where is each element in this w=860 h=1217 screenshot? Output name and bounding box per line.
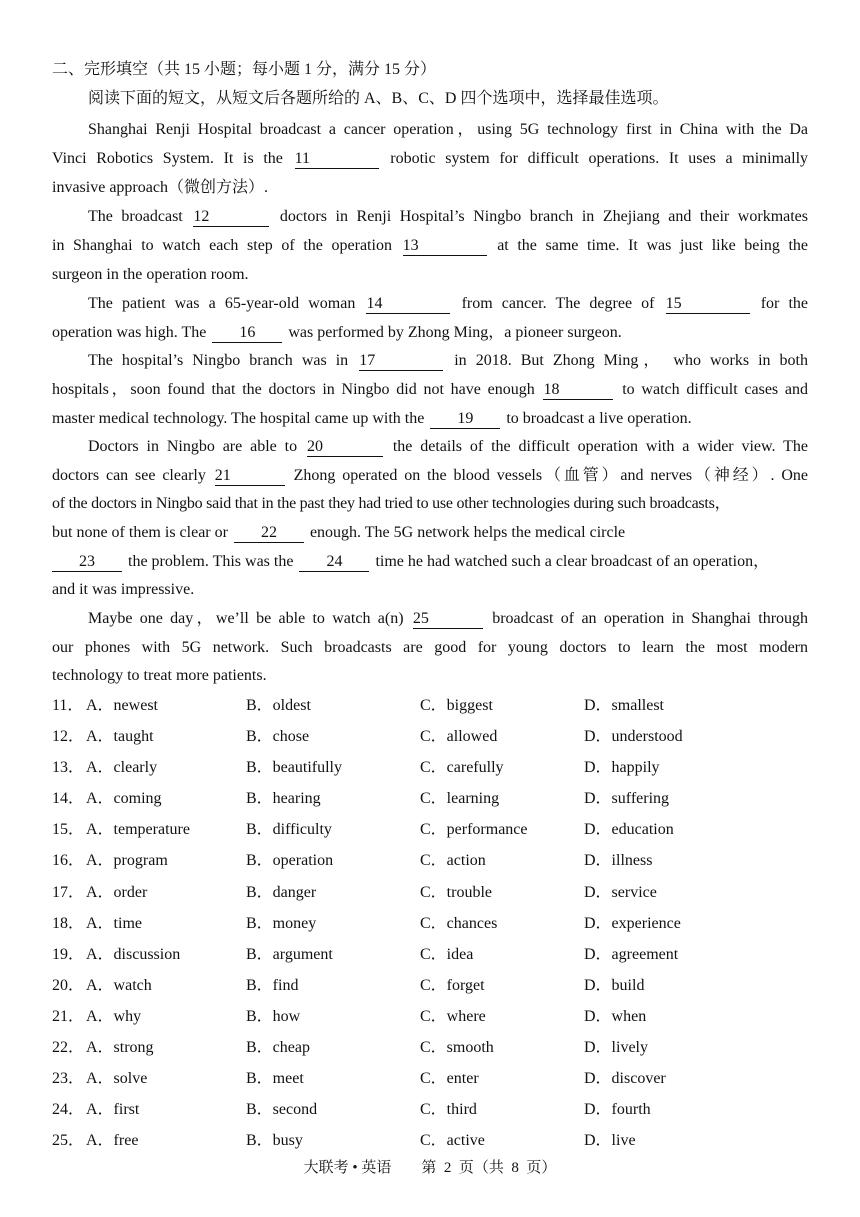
option-a[interactable]: A．free — [86, 1132, 139, 1150]
question-row — [52, 1007, 812, 1038]
option-b[interactable]: B．oldest — [246, 697, 311, 714]
option-a[interactable]: A．watch — [86, 976, 152, 994]
passage-text: The broadcast — [88, 208, 183, 225]
option-a[interactable]: A．taught — [86, 728, 154, 746]
question-row — [52, 1038, 812, 1069]
option-a[interactable]: A．discussion — [86, 945, 181, 963]
passage-line — [88, 609, 808, 629]
passage-line — [52, 638, 808, 658]
passage-line — [52, 265, 808, 285]
option-c[interactable]: C．smooth — [420, 1039, 494, 1057]
option-d[interactable]: D．happily — [584, 759, 660, 777]
question-number: 11． — [52, 697, 84, 714]
option-b[interactable]: B．busy — [246, 1132, 303, 1150]
passage-text: at the same time. It was just like being the — [497, 237, 809, 254]
passage-text: in Shanghai to watch each step of the operation — [52, 237, 392, 254]
passage-text: invasive approach（微创方法）. — [52, 179, 268, 196]
option-b[interactable]: B．argument — [246, 945, 333, 963]
passage-text: doctors can see clearly — [52, 467, 206, 484]
question-number: 19． — [52, 945, 85, 963]
question-number: 22． — [52, 1039, 85, 1057]
question-number: 16． — [52, 852, 85, 870]
option-d[interactable]: D．smallest — [584, 697, 664, 714]
option-a[interactable]: A．order — [86, 883, 148, 901]
passage-line — [88, 351, 808, 371]
option-c[interactable]: C．idea — [420, 945, 474, 963]
question-row — [52, 914, 812, 945]
passage-text: in 2018. But Zhong Ming， who works in both — [454, 352, 808, 369]
option-a[interactable]: A．time — [86, 914, 142, 932]
passage-text: surgeon in the operation room. — [52, 266, 249, 283]
passage-line — [88, 437, 808, 457]
passage-line — [52, 552, 812, 572]
passage-line — [52, 666, 808, 686]
option-b[interactable]: B．operation — [246, 852, 334, 870]
passage-text: the problem. This was the — [128, 553, 294, 570]
passage-line — [52, 236, 808, 256]
passage-text: hospitals，soon found that the doctors in Ningbo did not have enough — [52, 381, 535, 398]
passage-text: our phones with 5G network. Such broadcasts are good for young doctors to learn the most modern — [52, 639, 808, 656]
blank-11[interactable]: 11 — [295, 151, 379, 169]
question-row — [52, 945, 812, 976]
option-c[interactable]: C．trouble — [420, 883, 492, 901]
option-a[interactable]: A．coming — [86, 790, 162, 808]
option-b[interactable]: B．chose — [246, 728, 310, 746]
instructions: 阅读下面的短文，从短文后各题所给的 A、B、C、D 四个选项中，选择最佳选项。 — [88, 90, 669, 107]
option-d[interactable]: D．build — [584, 976, 645, 994]
passage-line — [88, 120, 808, 140]
blank-18[interactable]: 18 — [543, 382, 613, 400]
question-number: 14． — [52, 790, 85, 808]
option-d[interactable]: D．experience — [584, 914, 681, 932]
blank-17[interactable]: 17 — [359, 353, 443, 371]
question-number: 20． — [52, 976, 85, 994]
option-b[interactable]: B．second — [246, 1101, 318, 1119]
passage-line — [52, 149, 808, 169]
blank-23[interactable]: 23 — [52, 554, 122, 572]
option-c[interactable]: C．biggest — [420, 697, 493, 714]
blank-14[interactable]: 14 — [366, 296, 450, 314]
question-row — [52, 1100, 812, 1131]
blank-19[interactable]: 19 — [430, 411, 500, 429]
option-d[interactable]: D．discover — [584, 1070, 666, 1088]
blank-22[interactable]: 22 — [234, 525, 304, 543]
passage-text: and it was impressive. — [52, 581, 195, 598]
option-d[interactable]: D．suffering — [584, 790, 670, 808]
passage-text: technology to treat more patients. — [52, 667, 267, 684]
passage-text: operation was high. The — [52, 324, 207, 341]
option-a[interactable]: A．program — [86, 852, 168, 870]
option-b[interactable]: B．meet — [246, 1070, 304, 1088]
passage-line — [52, 580, 808, 600]
question-row — [52, 727, 812, 758]
passage-text: robotic system for difficult operations. It uses a minimally — [390, 150, 809, 167]
passage-text: Zhong operated on the blood vessels（血管）and nerves（神经）. One — [293, 467, 809, 484]
option-a[interactable]: A．newest — [86, 697, 158, 714]
option-a[interactable]: A．first — [86, 1101, 140, 1119]
blank-13[interactable]: 13 — [403, 238, 487, 256]
blank-12[interactable]: 12 — [193, 209, 269, 227]
passage-line — [52, 178, 808, 198]
blank-21[interactable]: 21 — [215, 468, 285, 486]
passage-text: Vinci Robotics System. It is the — [52, 150, 283, 167]
question-row — [52, 851, 812, 882]
question-number: 24． — [52, 1101, 85, 1119]
option-c[interactable]: C．action — [420, 852, 486, 870]
option-d[interactable]: D．lively — [584, 1039, 648, 1057]
option-b[interactable]: B．how — [246, 1007, 301, 1025]
section-title: 二、完形填空（共 15 小题；每小题 1 分，满分 15 分） — [52, 61, 437, 78]
question-row — [52, 1069, 812, 1100]
passage-line — [52, 494, 812, 514]
option-c[interactable]: C．enter — [420, 1070, 479, 1088]
option-d[interactable]: D．service — [584, 883, 657, 901]
passage-text: Doctors in Ningbo are able to — [88, 438, 298, 455]
option-c[interactable]: C．forget — [420, 976, 485, 994]
option-d[interactable]: D．when — [584, 1007, 647, 1025]
passage-text: was performed by Zhong Ming，a pioneer surgeon. — [288, 324, 622, 341]
passage-text: from cancer. The degree of — [461, 295, 655, 312]
option-c[interactable]: C．performance — [420, 821, 528, 839]
question-row — [52, 976, 812, 1007]
option-a[interactable]: A．clearly — [86, 759, 158, 777]
option-a[interactable]: A．temperature — [86, 821, 190, 839]
blank-15[interactable]: 15 — [666, 296, 750, 314]
passage-text: Maybe one day，we’ll be able to watch a(n) — [88, 610, 404, 627]
option-c[interactable]: C．active — [420, 1132, 485, 1150]
question-number: 17． — [52, 883, 85, 901]
question-options — [52, 696, 812, 1162]
option-b[interactable]: B．find — [246, 976, 299, 994]
passage-text: of the doctors in Ningbo said that in the past they had tried to use other technologies during such broadcasts， — [52, 495, 731, 512]
option-b[interactable]: B．difficulty — [246, 821, 332, 839]
option-d[interactable]: D．live — [584, 1132, 636, 1150]
passage-line — [88, 294, 808, 314]
question-number: 18． — [52, 914, 85, 932]
option-d[interactable]: D．fourth — [584, 1101, 651, 1119]
question-row — [52, 696, 812, 727]
page-footer: 大联考 • 英语 第 2 页（共 8 页） — [303, 1160, 557, 1176]
question-number: 25． — [52, 1132, 85, 1150]
option-c[interactable]: C．learning — [420, 790, 500, 808]
passage-text: doctors in Renji Hospital’s Ningbo branch in Zhejiang and their workmates — [279, 208, 809, 225]
question-number: 21． — [52, 1007, 85, 1025]
option-b[interactable]: B．cheap — [246, 1039, 310, 1057]
passage-line — [52, 380, 808, 400]
passage-text: enough. The 5G network helps the medical circle — [309, 524, 626, 541]
option-d[interactable]: D．understood — [584, 728, 683, 746]
passage-text: The hospital’s Ningbo branch was in — [88, 352, 349, 369]
passage-text: to watch difficult cases and — [622, 381, 808, 398]
blank-16[interactable]: 16 — [212, 325, 282, 343]
option-c[interactable]: C．chances — [420, 914, 498, 932]
option-b[interactable]: B．beautifully — [246, 759, 342, 777]
question-row — [52, 758, 812, 789]
passage-line — [52, 523, 808, 543]
passage-text: The patient was a 65-year-old woman — [88, 295, 356, 312]
passage-text: time he had watched such a clear broadcast of an operation， — [375, 553, 770, 570]
passage-text: but none of them is clear or — [52, 524, 228, 541]
passage-text: for the — [760, 295, 809, 312]
option-b[interactable]: B．danger — [246, 883, 317, 901]
option-a[interactable]: A．solve — [86, 1070, 148, 1088]
blank-20[interactable]: 20 — [307, 439, 383, 457]
question-row — [52, 883, 812, 914]
passage-line — [52, 323, 808, 343]
option-b[interactable]: B．money — [246, 914, 317, 932]
option-d[interactable]: D．agreement — [584, 945, 679, 963]
blank-25[interactable]: 25 — [413, 611, 483, 629]
question-row — [52, 789, 812, 820]
passage-line — [52, 466, 808, 486]
passage-text: broadcast of an operation in Shanghai through — [492, 610, 809, 627]
passage-text: the details of the difficult operation with a wider view. The — [392, 438, 809, 455]
passage-text: to broadcast a live operation. — [506, 410, 692, 427]
passage-line — [88, 207, 808, 227]
option-b[interactable]: B．hearing — [246, 790, 321, 808]
option-a[interactable]: A．why — [86, 1007, 142, 1025]
question-row — [52, 820, 812, 851]
option-c[interactable]: C．third — [420, 1101, 477, 1119]
option-c[interactable]: C．carefully — [420, 759, 504, 777]
option-d[interactable]: D．education — [584, 821, 674, 839]
option-d[interactable]: D．illness — [584, 852, 653, 870]
passage-text: master medical technology. The hospital came up with the — [52, 410, 425, 427]
option-a[interactable]: A．strong — [86, 1039, 154, 1057]
blank-24[interactable]: 24 — [299, 554, 369, 572]
passage-text: Shanghai Renji Hospital broadcast a cancer operation，using 5G technology first in China with the Da — [88, 121, 808, 138]
option-c[interactable]: C．where — [420, 1007, 486, 1025]
passage-line — [52, 409, 808, 429]
question-number: 13． — [52, 759, 85, 777]
question-number: 15． — [52, 821, 85, 839]
question-number: 12． — [52, 728, 85, 746]
option-c[interactable]: C．allowed — [420, 728, 498, 746]
question-number: 23． — [52, 1070, 85, 1088]
